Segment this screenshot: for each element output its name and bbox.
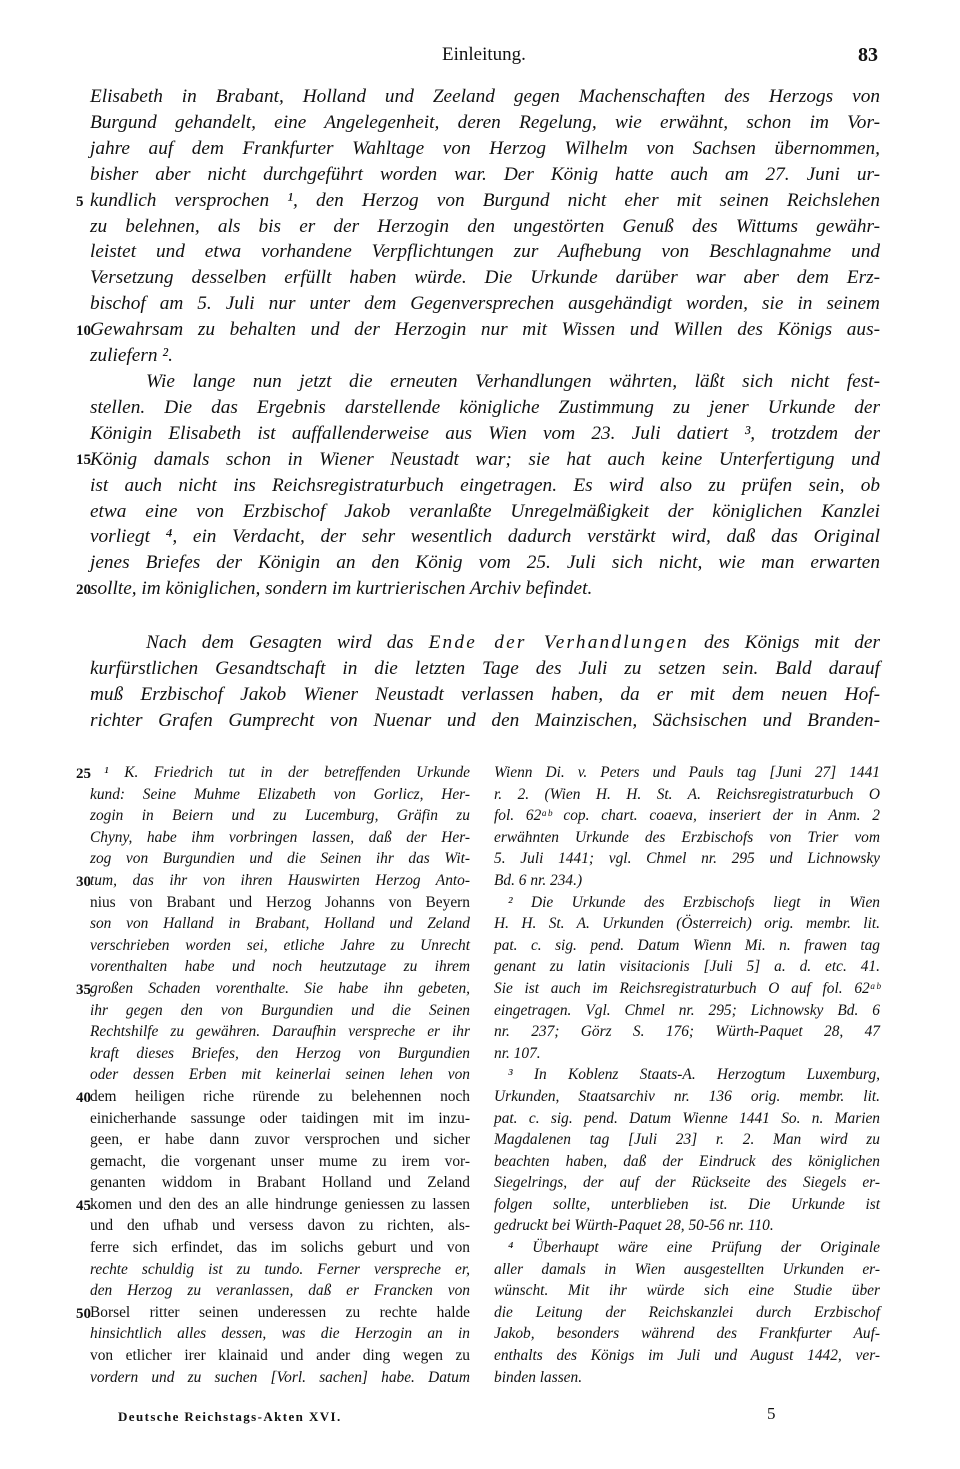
line-number: 35 [76,982,91,998]
paragraph-2 [90,369,880,602]
paragraph-1 [90,84,880,369]
footnote-line: wünscht. Mit ihr würde sich eine Studie über [494,1282,880,1300]
footnote-line: Urkunden, Staatsarchiv nr. 136 orig. membr. lit. [494,1087,880,1105]
footnote-line: nr. 237; Görz S. 176; Würth-Paquet 28, 47 [494,1023,880,1041]
line-number: 45 [76,1198,91,1214]
text-line: Burgund gehandelt, eine Angelegenheit, deren Regelung, wie erwähnt, schon im Vor- [90,111,880,133]
footnote-line: großen Schaden vorenthalte. Sie habe ihn gebeten, [90,979,470,997]
footnote-line: pat. c. sig. pend. Datum Wienne 1441 So. n. Marien [494,1109,880,1127]
footnote-line: Wienn Di. v. Peters und Pauls tag [Juni 27] 1441 [494,764,880,781]
running-header-title: Einleitung. [442,44,526,65]
text-line: richter Grafen Gumprecht von Nuenar und den Mainzischen, Sächsischen und Branden- [90,709,880,731]
footnote-line: ⁴ Überhaupt wäre eine Prüfung der Originale [508,1239,880,1257]
footnote-line: vordern und zu suchen [Vorl. sachen] habe. Datum [90,1368,470,1386]
text-line: König damals schon in Wiener Neustadt war; sie hat auch keine Unterfertigung und [90,448,880,470]
page-number: 83 [858,44,878,66]
footnote-line: kund: Seine Muhme Elizabeth von Gorlicz, Her- [90,785,470,803]
text-line: kundlich versprochen ¹, den Herzog von Burgund nicht eher mit seinen Reichslehen [90,189,880,211]
footnote-line: vorenthalten habe und noch heutzutage zu ihrem [90,958,470,976]
footnote-line: hinsichtlich alles dessen, was die Herzogin an in [90,1325,470,1343]
text-line: bischof am 5. Juli nur unter dem Gegenversprechen ausgehändigt worden, sie in seinem [90,293,880,315]
line-number: 50 [76,1306,91,1322]
text-line: kurfürstlichen Gesandtschaft in die letzten Tage des Juli zu setzen sein. Bald darauf [90,658,880,680]
line-number: 10 [76,323,91,339]
footnote-line: zogin in Beiern und zu Lucemburg, Gräfin zu [90,807,470,825]
footnote-line: ³ In Koblenz Staats-A. Herzogtum Luxemburg, [508,1066,880,1084]
footnote-line: Bd. 6 nr. 234.) [494,871,583,889]
text-line: bisher aber nicht durchgeführt worden war. Der König hatte auch am 27. Juni ur- [90,163,880,185]
text-run: des Königs mit der [688,632,880,654]
text-line: sollte, im königlichen, sondern im kurtrierischen Archiv befindet. [90,578,593,600]
footnote-line: H. H. St. A. Urkunden (Österreich) orig. membr. lit. [494,915,880,933]
footnote-line: fol. 62ᵃᵇ cop. chart. coaeva, inseriert der in Anm. 2 [494,807,880,825]
footnote-line: 5. Juli 1441; vgl. Chmel nr. 295 und Lichnowsky [494,850,880,868]
footnote-line: genanten widdom in Brabant Holland und Zeland [90,1174,470,1192]
footnote-line: ¹ K. Friedrich tut in der betreffenden Urkunde [104,764,470,781]
line-number: 25 [76,766,91,782]
footnote-line: ² Die Urkunde des Erzbischofs liegt in Wien [508,893,880,911]
footnote-line: und den ufhab und versess davon zu richten, als- [90,1217,470,1235]
footnote-line: zog von Burgundien und die Seinen ihr das Wit- [90,850,470,868]
text-line: zuliefern ². [90,345,173,367]
footnote-line: von etlicher irer klainaid und ander ding wegen zu [90,1347,470,1365]
footnote-line: eingetragen. Vgl. Chmel nr. 295; Lichnowsky Bd. 6 [494,1001,880,1019]
footnote-line: folgen sollte, unterblieben ist. Die Urkunde ist [494,1195,880,1213]
text-line: zu belehnen, als bis er der Herzogin den ungestörten Genuß des Wittums gewähr- [90,215,880,237]
footnote-line: genant zu latin visitacionis [Juli 5] a. d. etc. 41. [494,958,880,976]
footnote-line: kraft dieses Briefes, den Herzog von Burgundien [90,1044,470,1062]
footnote-line: Chyny, habe ihm vorbringen lassen, daß der Her- [90,828,470,846]
footnote-line: son von Halland in Brabant, Holland und Zeland [90,915,470,933]
line-number: 15 [76,452,91,468]
text-line: Königin Elisabeth ist auffallenderweise aus Wien vom 23. Juli datiert ³, trotzdem der [90,422,880,444]
text-line: stellen. Die das Ergebnis darstellende königliche Zustimmung zu jener Urkunde der [90,396,880,418]
footnote-line: pat. c. sig. pend. Datum Wienn Mi. n. frawen tag [494,936,880,954]
section-gap [90,602,880,630]
footnote-line: Magdalenen tag [Juli 23] r. 2. Man wird zu [494,1131,880,1149]
text-line [90,630,880,656]
text-line: jenes Briefes der Königin an den König vom 25. Juli sich nicht, wie man erwarten [90,552,880,574]
footnote-line: verschrieben worden sei, etliche Jahre zu Unrecht [90,936,470,954]
text-line: Versetzung desselben erfüllt haben würde. Die Urkunde darüber war aber dem Erz- [90,267,880,289]
footnote-line: nius von Brabant und Herzog Johanns von Beyern [90,893,470,911]
spaced-emphasis: Ende der Verhandlungen [428,632,689,654]
text-line: Wie lange nun jetzt die erneuten Verhandlungen währten, läßt sich nicht fest- [146,370,880,392]
footnote-line: beachten haben, daß der Eindruck des königlichen [494,1152,880,1170]
text-run: Nach dem Gesagten wird das [146,632,429,654]
footnote-line: tum, das ihr von ihren Hauswirten Herzog Anto- [90,871,470,889]
text-line: leistet und etwa vorhandene Verpflichtungen zur Aufhebung von Beschlagnahme und [90,241,880,263]
footnote-line: geen, er habe dann zuvor versprochen und sicher [90,1131,470,1149]
paragraph-3 [90,630,880,734]
main-text [90,84,880,734]
text-line: Elisabeth in Brabant, Holland und Zeeland gegen Machenschaften des Herzogs von [90,86,880,107]
text-line: ist auch nicht ins Reichsregistraturbuch eingetragen. Es wird also zu prüfen sein, ob [90,474,880,496]
text-line: jahre auf dem Frankfurter Wahltage von Herzog Wilhelm von Sachsen übernommen, [90,137,880,159]
footnote-line: komen und den des an alle hindrunge geniessen zu lassen [90,1195,470,1213]
footer-series-title: Deutsche Reichstags-Akten XVI. [118,1409,342,1424]
footnotes-right-column [494,762,880,1388]
footnote-line: enthalts des Königs im Juli und August 1442, ver- [494,1347,880,1365]
footnote-line: binden lassen. [494,1368,583,1386]
footnote-line: Borsel ritter seinen underessen zu rechte halde [90,1303,470,1321]
footnotes-left-column [90,762,470,1388]
footnote-line: Sie ist auch im Reichsregistraturbuch O auf fol. 62ᵃᵇ [494,979,880,997]
footnote-line: dem heiligen riche rürende zu belehennen noch [90,1087,470,1105]
footnote-line: einicherhande sassunge oder taidingen mit im inzu- [90,1109,470,1127]
footnote-line: oder dessen Erben mit keinerlai seinen lehen von [90,1066,470,1084]
line-number: 20 [76,582,91,598]
footnote-line: Siegelrings, der auf der Rückseite des Siegels er- [494,1174,880,1192]
footnote-line: Rechtshilfe zu gewähren. Daraufhin verspreche er ihr [90,1023,470,1041]
footnote-line: gemacht, die vorgenant unser mume zu irem vor- [90,1152,470,1170]
footnote-line: ihr gegen den von Burgundien und die Seinen [90,1001,470,1019]
line-number: 40 [76,1090,91,1106]
text-line: Gewahrsam zu behalten und der Herzogin nur mit Wissen und Willen des Königs aus- [90,319,880,341]
footnote-line: nr. 107. [494,1044,541,1062]
line-number: 5 [76,194,84,210]
footnote-line: die Leitung der Reichskanzlei durch Erzbischof [494,1303,880,1321]
footnote-line: rechte schuldig ist zu tundo. Ferner verspreche er, [90,1260,470,1278]
footer-signature-mark: 5 [767,1404,776,1423]
text-line: etwa eine von Erzbischof Jakob veranlaßte Unregelmäßigkeit der königlichen Kanzlei [90,500,880,522]
footnote-line: den Herzog zu veranlassen, daß er Francken von [90,1282,470,1300]
text-line: vorliegt ⁴, ein Verdacht, der sehr wesentlich dadurch verstärkt wird, daß das Original [90,526,880,548]
line-number: 30 [76,874,91,890]
footnote-line: Jakob, besonders während des Frankfurter Auf- [494,1325,880,1343]
footnote-line: r. 2. (Wien H. H. St. A. Reichsregistraturbuch O [494,785,880,803]
text-line: muß Erzbischof Jakob Wiener Neustadt verlassen haben, da er mit dem neuen Hof- [90,683,880,705]
footnote-line: erwähnten Urkunde des Erzbischofs von Trier vom [494,828,880,846]
footnote-line: ferre sich erfindet, das im solichs geburt und von [90,1239,470,1257]
footnote-line: gedruckt bei Würth-Paquet 28, 50-56 nr. 110. [494,1217,774,1235]
footnote-line: aller damals in Wien ausgestellten Urkunden er- [494,1260,880,1278]
